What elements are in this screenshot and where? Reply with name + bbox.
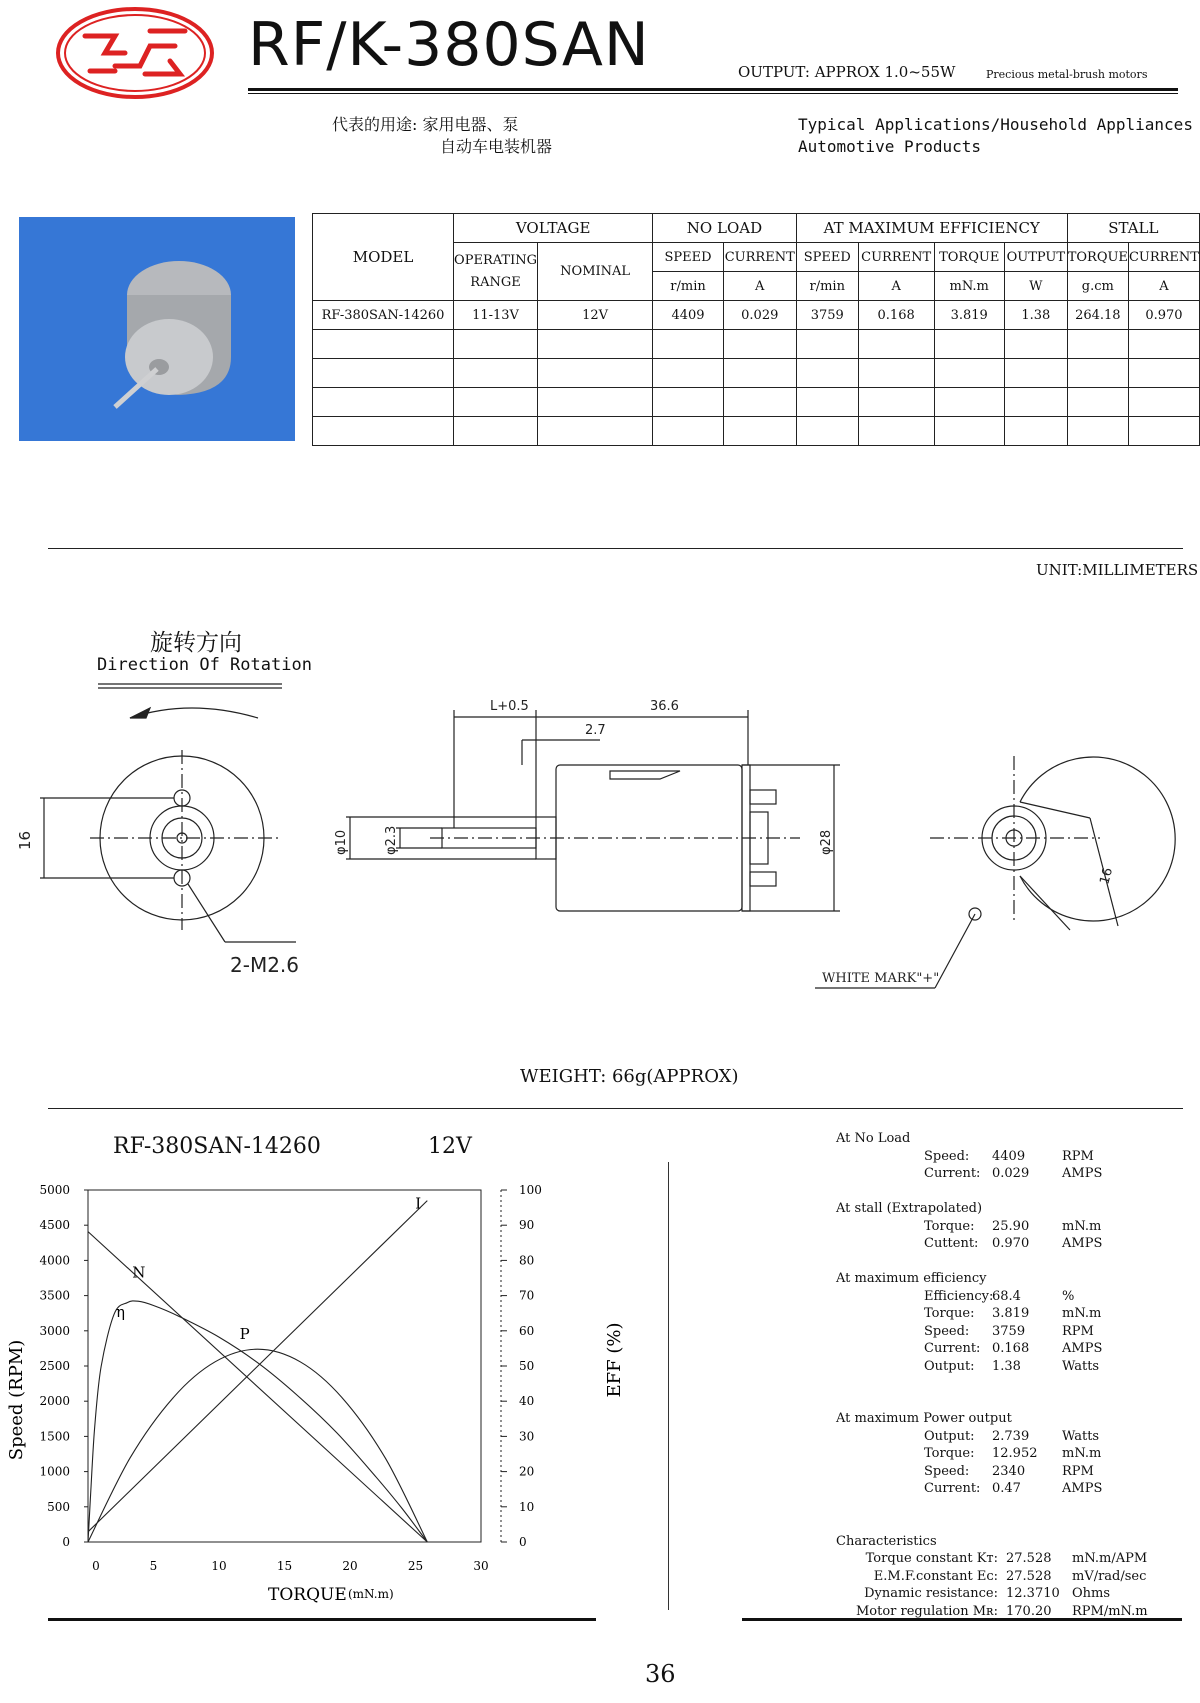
summary-label: Torque:	[924, 1306, 975, 1321]
y-tick-label: 2500	[39, 1359, 70, 1373]
dim-36-6: 36.6	[650, 699, 679, 714]
y-tick-label: 4000	[39, 1253, 70, 1268]
summary-label: Output:	[924, 1358, 975, 1374]
summary-label: Speed:	[924, 1148, 970, 1164]
chart-title: RF-380SAN-14260	[113, 1134, 321, 1159]
summary-unit: RPM	[1062, 1463, 1094, 1479]
dim-phi-10: φ10	[334, 829, 349, 855]
th-me-speed: SPEED	[796, 243, 858, 272]
y2-tick-label: 50	[519, 1359, 535, 1373]
y-tick-label: 5000	[39, 1183, 70, 1197]
weight-label: WEIGHT: 66g(APPROX)	[520, 1066, 739, 1087]
th-nl-speed: SPEED	[653, 243, 724, 272]
output-range: OUTPUT: APPROX 1.0~55W	[738, 63, 956, 81]
summary-unit: mN.m/APM	[1072, 1551, 1148, 1566]
rear-end-outline	[1020, 757, 1175, 921]
summary-label: Torque:	[924, 1218, 975, 1234]
th-op-line1: OPERATING	[454, 252, 537, 268]
chart-divider	[668, 1162, 669, 1610]
x-tick-label: 5	[149, 1559, 158, 1573]
summary-unit: AMPS	[1062, 1341, 1103, 1356]
footer-rule-left	[48, 1618, 596, 1621]
summary-value: 0.029	[992, 1166, 1030, 1181]
dim-16-right: 16	[1097, 866, 1117, 887]
x-axis-label: TORQUE	[268, 1585, 347, 1605]
y-tick-label: 0	[62, 1535, 70, 1549]
y-tick-label: 3000	[39, 1323, 70, 1338]
th-operating-range	[454, 243, 538, 301]
summary-value: 0.970	[992, 1236, 1030, 1251]
summary-label: Output:	[924, 1428, 975, 1444]
unit-me-output: W	[1004, 272, 1067, 301]
summary-heading: Characteristics	[836, 1533, 937, 1549]
summary-value: 3.819	[992, 1306, 1030, 1321]
th-voltage: VOLTAGE	[454, 214, 653, 243]
summary-label: Dynamic resistance:	[864, 1586, 998, 1601]
summary-label: Cuttent:	[924, 1236, 979, 1251]
section-divider	[48, 548, 1183, 549]
performance-chart	[0, 1160, 660, 1610]
chart-voltage: 12V	[428, 1134, 472, 1159]
dim-16-left: 16	[16, 830, 34, 850]
summary-unit: AMPS	[1062, 1236, 1103, 1251]
rotation-label-en: Direction Of Rotation	[97, 655, 312, 675]
summary-value: 68.4	[992, 1288, 1021, 1304]
app-cn-label: 代表的用途:	[332, 115, 418, 134]
y2-tick-label: 0	[519, 1535, 527, 1549]
summary-unit: Watts	[1062, 1358, 1100, 1374]
cell-me-output: 1.38	[1004, 301, 1067, 330]
cell-st-torque: 264.18	[1067, 301, 1128, 330]
th-st-torque: TORQUE	[1067, 243, 1128, 272]
summary-label: Torque:	[924, 1446, 975, 1461]
series-line-1	[88, 1201, 427, 1532]
th-nominal: NOMINAL	[537, 243, 652, 301]
summary-heading: At stall (Extrapolated)	[836, 1201, 983, 1216]
summary-unit: mN.m	[1062, 1306, 1102, 1321]
y-tick-label: 1500	[39, 1429, 70, 1444]
summary-value: 4409	[992, 1148, 1026, 1164]
cell-operating: 11-13V	[454, 301, 538, 330]
summary-value: 2340	[992, 1463, 1026, 1479]
rotation-label-cn: 旋转方向	[150, 630, 242, 656]
y-tick-label: 3500	[39, 1288, 70, 1303]
y2-tick-label: 100	[519, 1183, 542, 1197]
summary-value: 27.528	[1006, 1568, 1052, 1584]
y2-tick-label: 90	[519, 1218, 535, 1233]
th-model: MODEL	[313, 214, 454, 301]
x-tick-label: 30	[473, 1559, 489, 1573]
technical-drawing	[0, 680, 1200, 1020]
summary-value: 12.3710	[1006, 1586, 1060, 1601]
cell-me-current: 0.168	[858, 301, 934, 330]
series-label: N	[132, 1263, 146, 1282]
table-row-empty	[313, 388, 1200, 417]
series-label: I	[415, 1194, 422, 1213]
y-tick-label: 500	[47, 1499, 70, 1514]
y2-tick-label: 70	[519, 1288, 535, 1303]
app-en-line1: Typical Applications/Household Appliances	[798, 115, 1193, 134]
applications-english	[798, 114, 1193, 158]
terminal-top	[750, 790, 776, 804]
summary-unit: AMPS	[1062, 1166, 1103, 1181]
app-cn-line2: 自动车电装机器	[440, 137, 553, 156]
dim-phi-2-3: φ2.3	[384, 825, 399, 855]
unit-me-torque: mN.m	[934, 272, 1004, 301]
summary-label: Current:	[924, 1166, 981, 1181]
x-tick-label: 10	[211, 1559, 227, 1573]
cell-me-torque: 3.819	[934, 301, 1004, 330]
table-row-empty	[313, 417, 1200, 446]
cell-nl-speed: 4409	[653, 301, 724, 330]
x-axis-unit: (mN.m)	[348, 1587, 394, 1601]
x-tick-label: 15	[276, 1559, 293, 1573]
table-row-empty	[313, 359, 1200, 388]
cell-nl-current: 0.029	[723, 301, 796, 330]
summary-unit: %	[1062, 1288, 1075, 1304]
y-axis-label: Speed (RPM)	[6, 1339, 27, 1461]
header-rule-thin	[248, 93, 1178, 94]
x-tick-label: 20	[342, 1559, 358, 1573]
summary-heading: At No Load	[836, 1131, 911, 1146]
spec-table	[312, 213, 1200, 446]
summary-value: 25.90	[992, 1218, 1030, 1234]
y-tick-label: 4500	[39, 1218, 70, 1233]
summary-heading: At maximum efficiency	[836, 1271, 987, 1286]
th-max-efficiency: AT MAXIMUM EFFICIENCY	[796, 214, 1067, 243]
th-op-line2: RANGE	[470, 274, 521, 290]
summary-unit: RPM/mN.m	[1072, 1603, 1148, 1619]
summary-value: 12.952	[992, 1446, 1038, 1461]
table-row	[313, 301, 1200, 330]
summary-unit: Ohms	[1072, 1586, 1111, 1601]
app-en-line2: Automotive Products	[798, 137, 982, 156]
summary-label: E.M.F.constant Eᴄ:	[873, 1568, 998, 1584]
series-line-3	[88, 1301, 427, 1542]
y-tick-label: 1000	[39, 1464, 70, 1479]
motor-type-subtitle: Precious metal-brush motors	[986, 68, 1148, 81]
summary-label: Motor regulation Mʀ:	[855, 1603, 998, 1619]
cell-st-current: 0.970	[1128, 301, 1199, 330]
summary-heading: At maximum Power output	[836, 1411, 1012, 1426]
y2-tick-label: 80	[519, 1253, 535, 1268]
x-tick-label: 0	[92, 1559, 100, 1573]
plot-frame	[88, 1190, 481, 1542]
y2-tick-label: 40	[519, 1394, 535, 1409]
y-tick-label: 2000	[39, 1394, 70, 1409]
th-nl-current: CURRENT	[723, 243, 796, 272]
summary-value: 27.528	[1006, 1551, 1052, 1566]
section-divider-2	[48, 1108, 1183, 1109]
table-row-empty	[313, 330, 1200, 359]
dim-2-7: 2.7	[585, 723, 606, 738]
series-label: P	[239, 1325, 250, 1344]
th-me-output: OUTPUT	[1004, 243, 1067, 272]
terminal-bottom	[750, 872, 776, 886]
summary-label: Speed:	[924, 1323, 970, 1339]
app-cn-line1: 家用电器、泵	[422, 115, 519, 134]
series-line-2	[88, 1349, 427, 1542]
y2-tick-label: 10	[519, 1499, 535, 1514]
summary-value: 0.47	[992, 1481, 1021, 1496]
cell-nominal: 12V	[537, 301, 652, 330]
y2-tick-label: 60	[519, 1323, 535, 1338]
series-label: η	[116, 1303, 126, 1322]
summary-unit: RPM	[1062, 1148, 1094, 1164]
applications-chinese	[332, 114, 552, 158]
cell-me-speed: 3759	[796, 301, 858, 330]
footer-rule-right	[742, 1618, 1182, 1621]
summary-unit: mN.m	[1062, 1218, 1102, 1234]
unit-label: UNIT:MILLIMETERS	[1036, 561, 1199, 579]
summary-value: 2.739	[992, 1428, 1030, 1444]
cell-model: RF-380SAN-14260	[313, 301, 454, 330]
th-st-current: CURRENT	[1128, 243, 1199, 272]
unit-nl-speed: r/min	[653, 272, 724, 301]
dim-2-m2-6: 2-M2.6	[230, 953, 300, 977]
summary-value: 3759	[992, 1323, 1026, 1339]
th-me-current: CURRENT	[858, 243, 934, 272]
y2-tick-label: 30	[519, 1429, 535, 1444]
dim-phi-28: φ28	[819, 829, 834, 855]
unit-st-current: A	[1128, 272, 1199, 301]
th-me-torque: TORQUE	[934, 243, 1004, 272]
summary-unit: Watts	[1062, 1428, 1100, 1444]
unit-nl-current: A	[723, 272, 796, 301]
summary-unit: AMPS	[1062, 1481, 1103, 1496]
y2-axis-label: EFF (%)	[604, 1322, 625, 1398]
summary-label: Efficiency:	[924, 1288, 994, 1304]
summary-label: Current:	[924, 1481, 981, 1496]
summary-unit: mN.m	[1062, 1446, 1102, 1461]
performance-summary	[836, 1130, 1156, 1620]
page-title: RF/K-380SAN	[248, 10, 650, 80]
page-number: 36	[645, 1660, 676, 1688]
dim-l-plus: L+0.5	[490, 699, 529, 714]
th-stall: STALL	[1067, 214, 1199, 243]
th-no-load: NO LOAD	[653, 214, 796, 243]
summary-unit: mV/rad/sec	[1072, 1568, 1147, 1584]
summary-value: 170.20	[1006, 1603, 1052, 1619]
summary-label: Current:	[924, 1341, 981, 1356]
y2-tick-label: 20	[519, 1464, 535, 1479]
company-logo	[55, 6, 215, 100]
summary-label: Speed:	[924, 1463, 970, 1479]
rotation-arrow-icon	[130, 708, 150, 718]
unit-st-torque: g.cm	[1067, 272, 1128, 301]
summary-unit: RPM	[1062, 1323, 1094, 1339]
x-tick-label: 25	[407, 1559, 424, 1573]
summary-value: 1.38	[992, 1358, 1021, 1374]
white-mark-label: WHITE MARK"+"	[822, 971, 940, 986]
header-rule	[248, 88, 1178, 91]
unit-me-speed: r/min	[796, 272, 858, 301]
summary-label: Torque constant Kт:	[865, 1551, 998, 1566]
summary-value: 0.168	[992, 1341, 1030, 1356]
motor-photo	[19, 217, 295, 441]
unit-me-current: A	[858, 272, 934, 301]
